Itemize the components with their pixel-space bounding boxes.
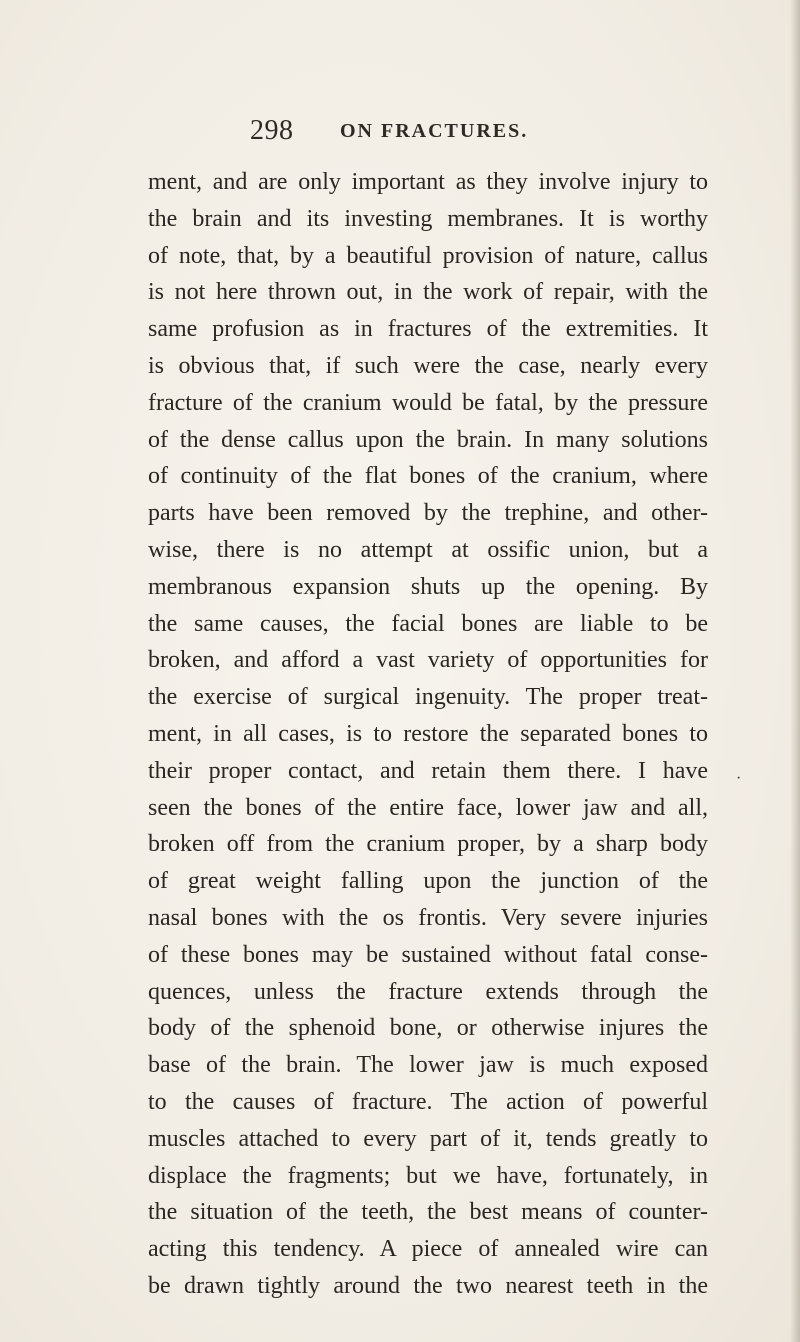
text-line: muscles attached to every part of it, tends greatly to [148,1125,708,1152]
text-line: be drawn tightly around the two nearest teeth in the [148,1272,708,1299]
running-title: ON FRACTURES. [340,120,529,142]
text-line: of continuity of the flat bones of the cranium, where [148,463,708,490]
text-line: broken, and afford a vast variety of opportunities for [148,647,708,674]
text-line: wise, there is no attempt at ossific union, but a [148,536,708,563]
text-line: the same causes, the facial bones are liable to be [148,610,708,637]
text-line: acting this tendency. A piece of annealed wire can [148,1236,708,1263]
text-line: of great weight falling upon the junction of the [148,868,708,895]
text-line: to the causes of fracture. The action of powerful [148,1088,708,1115]
text-line: displace the fragments; but we have, fortunately, in [148,1162,708,1189]
text-line: the situation of the teeth, the best means of counter- [148,1199,708,1226]
text-line: body of the sphenoid bone, or otherwise injures the [148,1015,708,1042]
margin-speck: · [736,770,742,787]
text-line: of note, that, by a beautiful provision of nature, callus [148,242,708,269]
text-line: the brain and its investing membranes. It is worthy [148,205,708,232]
text-line: the exercise of surgical ingenuity. The proper treat- [148,684,708,711]
text-line: seen the bones of the entire face, lower jaw and all, [148,794,708,821]
body-text [148,164,708,1305]
text-line: quences, unless the fracture extends through the [148,978,708,1005]
page-edge-shadow [790,0,800,1342]
text-line: nasal bones with the os frontis. Very severe injuries [148,904,708,931]
text-line: of these bones may be sustained without fatal conse- [148,941,708,968]
text-line: base of the brain. The lower jaw is much exposed [148,1052,708,1079]
page-number: 298 [250,115,294,146]
text-line: is not here thrown out, in the work of repair, with the [148,279,708,306]
text-line: ment, and are only important as they involve injury to [148,169,708,195]
text-line: ment, in all cases, is to restore the separated bones to [148,720,708,747]
text-line: broken off from the cranium proper, by a sharp body [148,831,708,858]
text-line: parts have been removed by the trephine, and other- [148,500,708,527]
text-line: fracture of the cranium would be fatal, by the pressure [148,389,708,416]
text-line: their proper contact, and retain them there. I have [148,757,708,784]
text-line: same profusion as in fractures of the extremities. It [148,316,708,343]
text-line: of the dense callus upon the brain. In many solutions [148,426,708,453]
text-line: is obvious that, if such were the case, nearly every [148,352,708,379]
text-line: membranous expansion shuts up the opening. By [148,573,708,600]
